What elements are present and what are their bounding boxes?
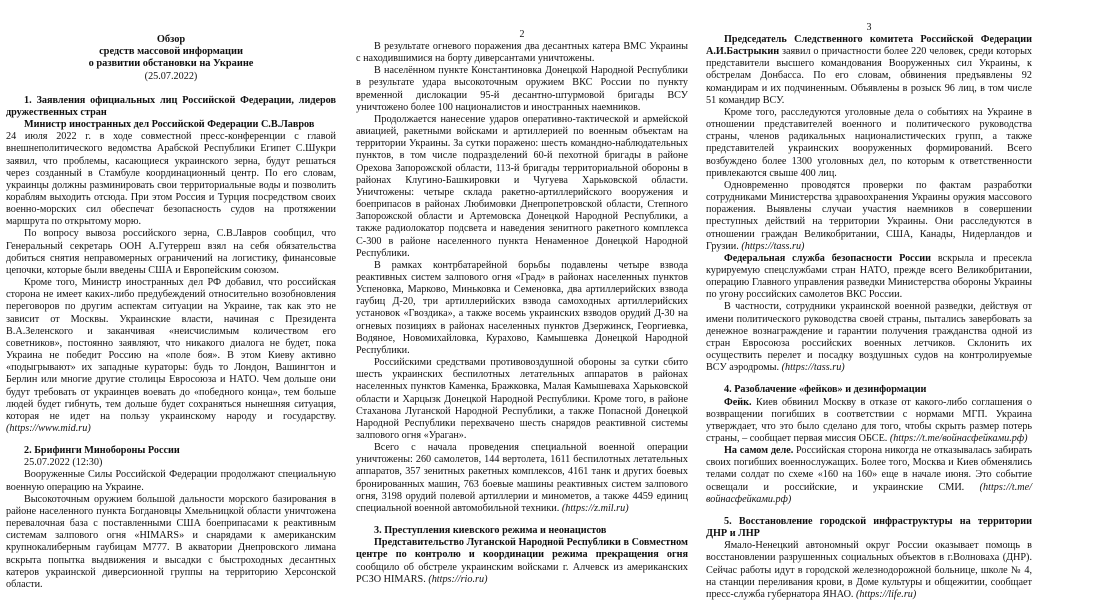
lnr-text: сообщило об обстреле украинским войсками г. Алчевск из американских РСЗО HIMARS.: [356, 561, 688, 585]
truth-paragraph: [706, 445, 1032, 506]
section-3-heading: 3. Преступления киевского режима и неонацистов: [374, 525, 607, 537]
lavrov-paragraph-1: 24 июля 2022 г. в ходе совместной пресс-конференции с главой внешнеполитического ведомства Арабской Республики Египет С.Шукри заявил, что проблемы, касающиеся украинского зерна, будут решаться через созданный в Стамбуле координационный центр. По его словам, украинцы должны разминировать свои территориальные воды и позволить кораблям выходить отсюда. При этом Россия и Турция посредством своих военно-морских сил обеспечат безопасность судов на протяжении маршрута по открытому морю.: [6, 131, 336, 228]
lnr-paragraph: [356, 537, 688, 586]
review-date: (25.07.2022): [144, 70, 198, 82]
truth-text: Российская сторона никогда не отказывалась забирать своих погибших военнослужащих. Более того, Москва и Киев обменялись телами солдат по схеме «160 на 160» еще в начале июня. Это событие освещали и российские, и украинские СМИ.: [706, 445, 1032, 493]
review-title: [6, 34, 336, 71]
lavrov-paragraph-2: По вопросу вывоза российского зерна, С.В.Лавров сообщил, что Генеральный секретарь ООН А.Гутерреш взял на себя обязательства добиться снятия неправомерных ограничений на логистику, финансовые цепочки, которые были введены США и Европейским союзом.: [6, 228, 336, 276]
truth-label: На самом деле.: [724, 445, 794, 457]
source-tass-1: (https://tass.ru): [741, 240, 805, 252]
source-fakes-2: (https://t.me/войнасфейками.рф): [706, 481, 1033, 505]
p2-paragraph-4: В рамках контрбатарейной борьбы подавлены четыре взвода реактивных систем залпового огня «Град» в районах населенных пунктов Успеновка, Марково, Миньковка и Семеновка, два артиллерийских взвода гаубиц Д-20, три артиллерийских взвода самоходных артиллерийских установок «Гвоздика», а также восемь украинских взводов орудий Д-30 на огневых позициях в районах населенных пунктов Дзержинск, Георгиевка, Водяное, Новомихайловка, Курахово, Камышевка Донецкой Народной Республики.: [356, 259, 688, 356]
briefing-paragraph-1: Вооруженные Силы Российской Федерации продолжают специальную военную операцию на Украине.: [6, 469, 336, 493]
section-1-heading: 1. Заявления официальных лиц Российской Федерации, лидеров дружественных стран: [6, 94, 336, 118]
source-life: (https://life.ru): [856, 588, 917, 600]
document-page-2: [356, 0, 688, 585]
briefing-paragraph-2: Высокоточным оружием большой дальности морского базирования в районе населенного пункта Богдановцы Хмельницкой области уничтожена перевалочная база с поставленными США боеприпасами к реактивным системам залпового огня «HIMARS» и снарядами к американским крупнокалиберным гаубицам M777. В акватории Днепровского лимана вскрыта попытка выдвижения и высадки с быстроходных десантных катеров украинской диверсионной группы на территорию Херсонской области.: [6, 493, 336, 590]
bastrykin-text: заявил о причастности более 220 человек, среди которых представители высшего командования Вооруженных сил Украины, к обстрелам Донбасса. По его словам, обвинения предъявлены 92 командирам и их подчиненным. Объявлены в розыск 96 лиц, в том числе 51 командир ВСУ.: [706, 46, 1033, 106]
p2-paragraph-5: Российскими средствами противовоздушной обороны за сутки сбито шесть украинских беспилотных летательных аппаратов в районах населенных пунктов Каменка, Бражковка, Малая Камышеваха Харьковской области и Харцызк Донецкой Народной Республики. Кроме того, в районе Стаханова Луганской Народной Республики, а также Попасной Донецкой Народной Республики перехвачено шесть снарядов реактивной системы залпового огня «Ураган».: [356, 357, 688, 441]
section-5-heading: 5. Восстановление городской инфраструктуры на территории ДНР и ЛНР: [706, 515, 1032, 540]
p3-paragraph-2: Кроме того, расследуются уголовные дела о событиях на Украине в отношении представителей военного и политического руководства страны, членов радикальных националистических групп, а также представителей украинских вооруженных формирований. Всего возбуждено более 1300 уголовных дел, по которым к ответственности привлекаются свыше 400 лиц.: [706, 106, 1032, 179]
source-tass-2: (https://tass.ru): [781, 362, 845, 374]
spacer: [706, 506, 1032, 516]
p2-paragraph-1: В результате огневого поражения два десантных катера ВМС Украины с находившимися на борту диверсантами уничтожены.: [356, 41, 688, 65]
lavrov-lead: Министр иностранных дел Российской Федерации С.В.Лавров: [24, 119, 315, 131]
source-mil: (https://z.mil.ru): [561, 502, 629, 514]
section-4-heading: 4. Разоблачение «фейков» и дезинформации: [724, 384, 927, 396]
p3-paragraph-3: [706, 180, 1032, 253]
p2-paragraph-6: [356, 442, 688, 515]
top-margin: [6, 0, 336, 30]
fsb-paragraph: [706, 253, 1032, 302]
yamal-text: Ямало-Ненецкий автономный округ России оказывает помощь в восстановлении разрушенных социальных объектов в г.Волноваха (ДНР). Сейчас работы идут в городской железнодорожной больнице, школе № 4, на станции переливания крови, в Доме культуры и общежитии, сообщает пресс-служба губернатора ЯНАО.: [706, 540, 1032, 600]
p3-paragraph-3-text: Одновременно проводятся проверки по фактам разработки сотрудниками Министерства здравоохранения Украины оружия массового поражения. Выявлены случаи участия наемников в совершении преступных действий на территории Украины. Они расследуются в отношении граждан Великобритании, США, Канады, Нидерландов и Грузии.: [706, 179, 1032, 252]
p3-paragraph-5-text: В частности, сотрудники украинской военной разведки, действуя от имени политического руководства своей страны, пытались завербовать за денежное вознаграждение и гарантии получения гражданства одной из стран Евросоюза российских военных летчиков. Склонить их осуществить перелет и посадку воздушных судов на контролируемые ВСУ аэродромы.: [706, 301, 1032, 374]
briefing-date: 25.07.2022 (12:30): [24, 457, 103, 469]
source-mid: (https://www.mid.ru): [6, 422, 91, 434]
lnr-lead: Представительство Луганской Народной Республики в Совместном центре по контролю и координации режима прекращения огня: [356, 537, 688, 561]
bastrykin-paragraph: [706, 34, 1032, 107]
fake-text: Киев обвинил Москву в отказе от какого-либо соглашения о возвращении погибших в соответствии с нормами МГП. Украина утверждает, что это было сделано для того, чтобы скрыть размер потерь страны, – сообщает первая миссия ОБСЕ.: [706, 396, 1032, 444]
title-line-2: средств массовой информации: [99, 46, 243, 58]
spacer: [706, 374, 1032, 384]
fsb-lead: Федеральная служба безопасности России: [724, 252, 931, 264]
document-page-3: [706, 0, 1033, 600]
bastrykin-lead: Председатель Следственного комитета Российской Федерации А.И.Бастрыкин: [706, 34, 1032, 58]
p2-paragraph-3: Продолжается нанесение ударов оперативно-тактической и армейской авиацией, ракетными войсками и артиллерией по военным объектам на территории Украины. За сутки поражено: шесть командно-наблюдательных пунктов, в том числе подразделений 60-й пехотной бригады в районе Орехова Запорожской области, 113-й бригады территориальной обороны в районах Клугино-Башкировки и Чугуева Харьковской области. Уничтожены: четыре склада ракетно-артиллерийского вооружения и боеприпасов в районах Любимовки Днепропетровской области, Степного Запорожской области и Артемовска Донецкой Народной Республики, а также радиолокатор подсвета и наведения зенитного ракетного комплекса С-300 в районе населенного пункта Ненаменное Донецкой Народной Республики.: [356, 113, 688, 259]
lavrov-paragraph-3: [6, 277, 336, 435]
spacer: [356, 515, 688, 525]
title-line-1: Обзор: [156, 34, 186, 45]
lavrov-paragraph-3-text: Кроме того, Министр иностранных дел РФ добавил, что российская сторона не имеет каких-либо предубеждений относительно возобновления переговоров по другим аспектам ситуации на Украине, так как это не зависит от Москвы. Украинские власти, начиная с Президента В.А.Зеленского и заканчивая «неисчислимым количеством его советников», постоянно заявляют, что никакого диалога не будет, пока Украина не победит Россию на «поле боя». В этом Киеву активно «подыгрывают» их западные кураторы: будь то Лондон, Вашингтон и Берлин или многие другие столицы Евросоюза и НАТО. Чем дольше они будут требовать от украинцев воевать до «победного конца», тем больше людей будет гибнуть, тем дольше будет сохраняться нынешняя ситуация, которая не идет на пользу украинскому народу и государству.: [6, 277, 336, 422]
fsb-text: вскрыла и пресекла курируемую спецслужбами стран НАТО, прежде всего Великобритании, операцию Главного управления разведки Министерства обороны Украины по угону российских самолетов ВКС России.: [706, 252, 1033, 301]
p3-paragraph-5: [706, 301, 1032, 374]
document-page-1: [6, 0, 336, 590]
source-fakes-1: (https://t.me/войнасфейками.рф): [889, 433, 1028, 444]
p2-paragraph-6-text: Всего с начала проведения специальной военной операции уничтожены: 260 самолетов, 144 вертолета, 1611 беспилотных летательных аппаратов, 357 зенитных ракетных комплексов, 4161 танк и других боевых бронированных машин, 763 боевые машины реактивных систем залпового огня, 3198 орудий полевой артиллерии и минометов, а также 4459 единиц специальной военной автомобильной техники.: [356, 442, 688, 514]
title-line-3: о развитии обстановки на Украине: [88, 58, 254, 70]
page-number-3: 3: [866, 22, 872, 33]
section-2-heading: 2. Брифинги Минобороны России: [24, 445, 180, 457]
p2-paragraph-2: В населённом пункте Константиновка Донецкой Народной Республики в результате удара высокоточным оружием ВКС России по пункту временной дислокации 95-й десантно-штурмовой бригады ВСУ уничтожено более 100 националистов и иностранных наемников.: [356, 65, 688, 113]
page-number-2: 2: [519, 29, 525, 40]
fake-label: Фейк.: [724, 396, 752, 408]
fake-paragraph: [706, 397, 1032, 446]
spacer: [6, 435, 336, 445]
source-rio: (https://rio.ru): [428, 573, 488, 585]
yamal-paragraph: [706, 540, 1032, 601]
